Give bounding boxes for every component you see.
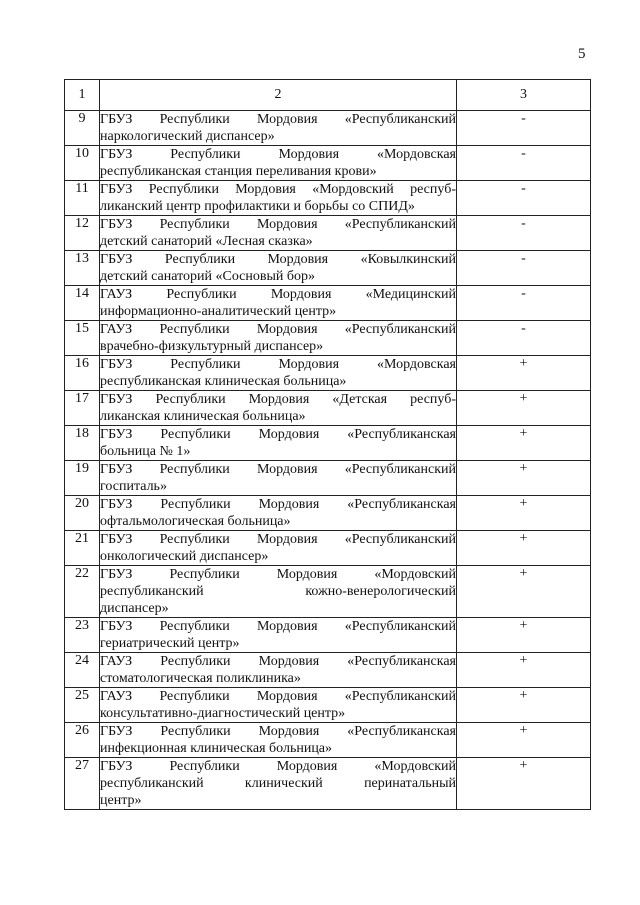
row-number: 11 [65, 181, 100, 216]
institutions-table [64, 79, 591, 810]
table-row [65, 566, 591, 618]
table-row [65, 531, 591, 566]
row-number: 15 [65, 321, 100, 356]
institution-name-line: ГБУЗ Республики Мордовия «Ковылкинский [100, 252, 456, 267]
institution-name-line: информационно-аналитический центр» [100, 304, 337, 319]
institution-name-line: ГБУЗ Республики Мордовия «Республиканская [100, 497, 456, 512]
row-mark: + [457, 531, 591, 566]
institution-name [100, 356, 457, 391]
institution-name [100, 461, 457, 496]
table-row [65, 146, 591, 181]
institution-name-line: ликанский центр профилактики и борьбы со СПИД» [100, 199, 415, 214]
institution-name-line: наркологический диспансер» [100, 129, 275, 144]
institution-name [100, 181, 457, 216]
table-row [65, 461, 591, 496]
institution-name-line: ГБУЗ Республики Мордовия «Республиканский [100, 462, 456, 477]
table-row [65, 111, 591, 146]
institution-name-line: ГАУЗ Республики Мордовия «Республиканская [100, 654, 456, 669]
header-col-3: 3 [457, 80, 591, 111]
row-number: 10 [65, 146, 100, 181]
institution-name-line: онкологический диспансер» [100, 549, 269, 564]
row-number: 18 [65, 426, 100, 461]
row-mark: + [457, 461, 591, 496]
institution-name [100, 758, 457, 810]
table-row [65, 181, 591, 216]
institution-name-line: ГБУЗ Республики Мордовия «Мордовский [100, 567, 456, 582]
table-row [65, 216, 591, 251]
institution-name-line: стоматологическая поликлиника» [100, 671, 301, 686]
row-mark: - [457, 111, 591, 146]
institution-name [100, 566, 457, 618]
institution-name [100, 216, 457, 251]
table-row [65, 618, 591, 653]
header-col-1: 1 [65, 80, 100, 111]
row-number: 24 [65, 653, 100, 688]
institution-name [100, 286, 457, 321]
row-mark: - [457, 146, 591, 181]
row-mark: + [457, 391, 591, 426]
institution-name-line: инфекционная клиническая больница» [100, 741, 333, 756]
table-row [65, 321, 591, 356]
row-number: 22 [65, 566, 100, 618]
institution-name-line: гериатрический центр» [100, 636, 240, 651]
institution-name [100, 426, 457, 461]
table-row [65, 356, 591, 391]
institution-name [100, 496, 457, 531]
header-col-2: 2 [100, 80, 457, 111]
institution-name-line: ГБУЗ Республики Мордовия «Республиканская [100, 427, 456, 442]
row-number: 16 [65, 356, 100, 391]
row-mark: - [457, 251, 591, 286]
table-row [65, 653, 591, 688]
institution-name-line: ГБУЗ Республики Мордовия «Мордовский [100, 759, 456, 774]
institution-name-line: республиканская клиническая больница» [100, 374, 347, 389]
institution-name [100, 251, 457, 286]
row-number: 26 [65, 723, 100, 758]
row-number: 27 [65, 758, 100, 810]
institution-name [100, 723, 457, 758]
table-row [65, 758, 591, 810]
institution-name [100, 653, 457, 688]
institution-name-line: ГБУЗ Республики Мордовия «Детская респуб- [100, 392, 456, 407]
institution-name-line: ГБУЗ Республики Мордовия «Республиканский [100, 217, 456, 232]
row-mark: + [457, 426, 591, 461]
institution-name-line: ГАУЗ Республики Мордовия «Республиканский [100, 322, 456, 337]
institution-name-line: офтальмологическая больница» [100, 514, 291, 529]
institution-name [100, 688, 457, 723]
row-number: 23 [65, 618, 100, 653]
row-mark: + [457, 496, 591, 531]
row-number: 20 [65, 496, 100, 531]
row-number: 9 [65, 111, 100, 146]
row-number: 21 [65, 531, 100, 566]
institution-name-line: ГАУЗ Республики Мордовия «Медицинский [100, 287, 456, 302]
row-number: 13 [65, 251, 100, 286]
table-row [65, 286, 591, 321]
row-mark: - [457, 286, 591, 321]
institution-name-line: республиканский кожно-венерологический [100, 584, 456, 599]
institution-name-line: центр» [100, 793, 142, 808]
institution-name [100, 531, 457, 566]
row-mark: + [457, 653, 591, 688]
row-mark: + [457, 618, 591, 653]
table-row [65, 688, 591, 723]
row-number: 19 [65, 461, 100, 496]
institution-name [100, 391, 457, 426]
page-number: 5 [578, 46, 586, 62]
institution-name [100, 618, 457, 653]
table-header-row [65, 80, 591, 111]
institution-name-line: ГБУЗ Республики Мордовия «Республиканский [100, 112, 456, 127]
institution-name-line: диспансер» [100, 601, 169, 616]
row-mark: + [457, 566, 591, 618]
institution-name-line: детский санаторий «Сосновый бор» [100, 269, 316, 284]
institution-name-line: врачебно-физкультурный диспансер» [100, 339, 324, 354]
row-mark: + [457, 758, 591, 810]
row-number: 17 [65, 391, 100, 426]
row-number: 12 [65, 216, 100, 251]
institution-name-line: детский санаторий «Лесная сказка» [100, 234, 313, 249]
institution-name-line: ГБУЗ Республики Мордовия «Республиканский [100, 532, 456, 547]
table-row [65, 426, 591, 461]
institution-name-line: ГАУЗ Республики Мордовия «Республиканский [100, 689, 456, 704]
table-row [65, 496, 591, 531]
row-mark: + [457, 688, 591, 723]
institution-name-line: ГБУЗ Республики Мордовия «Мордовская [100, 147, 456, 162]
institution-name-line: ГБУЗ Республики Мордовия «Республиканская [100, 724, 456, 739]
table-row [65, 723, 591, 758]
row-mark: + [457, 723, 591, 758]
row-number: 25 [65, 688, 100, 723]
institution-name-line: госпиталь» [100, 479, 167, 494]
table-row [65, 391, 591, 426]
row-mark: + [457, 356, 591, 391]
institution-name-line: ГБУЗ Республики Мордовия «Мордовский респуб- [100, 182, 456, 197]
institution-name [100, 146, 457, 181]
table-row [65, 251, 591, 286]
institution-name-line: ГБУЗ Республики Мордовия «Республиканский [100, 619, 456, 634]
row-mark: - [457, 216, 591, 251]
institution-name-line: больница № 1» [100, 444, 191, 459]
institution-name [100, 111, 457, 146]
institution-name-line: ГБУЗ Республики Мордовия «Мордовская [100, 357, 456, 372]
institution-name-line: ликанская клиническая больница» [100, 409, 306, 424]
institution-name [100, 321, 457, 356]
row-mark: - [457, 181, 591, 216]
row-number: 14 [65, 286, 100, 321]
institution-name-line: республиканская станция переливания крови» [100, 164, 377, 179]
row-mark: - [457, 321, 591, 356]
institution-name-line: республиканский клинический перинатальный [100, 776, 456, 791]
institution-name-line: консультативно-диагностический центр» [100, 706, 346, 721]
